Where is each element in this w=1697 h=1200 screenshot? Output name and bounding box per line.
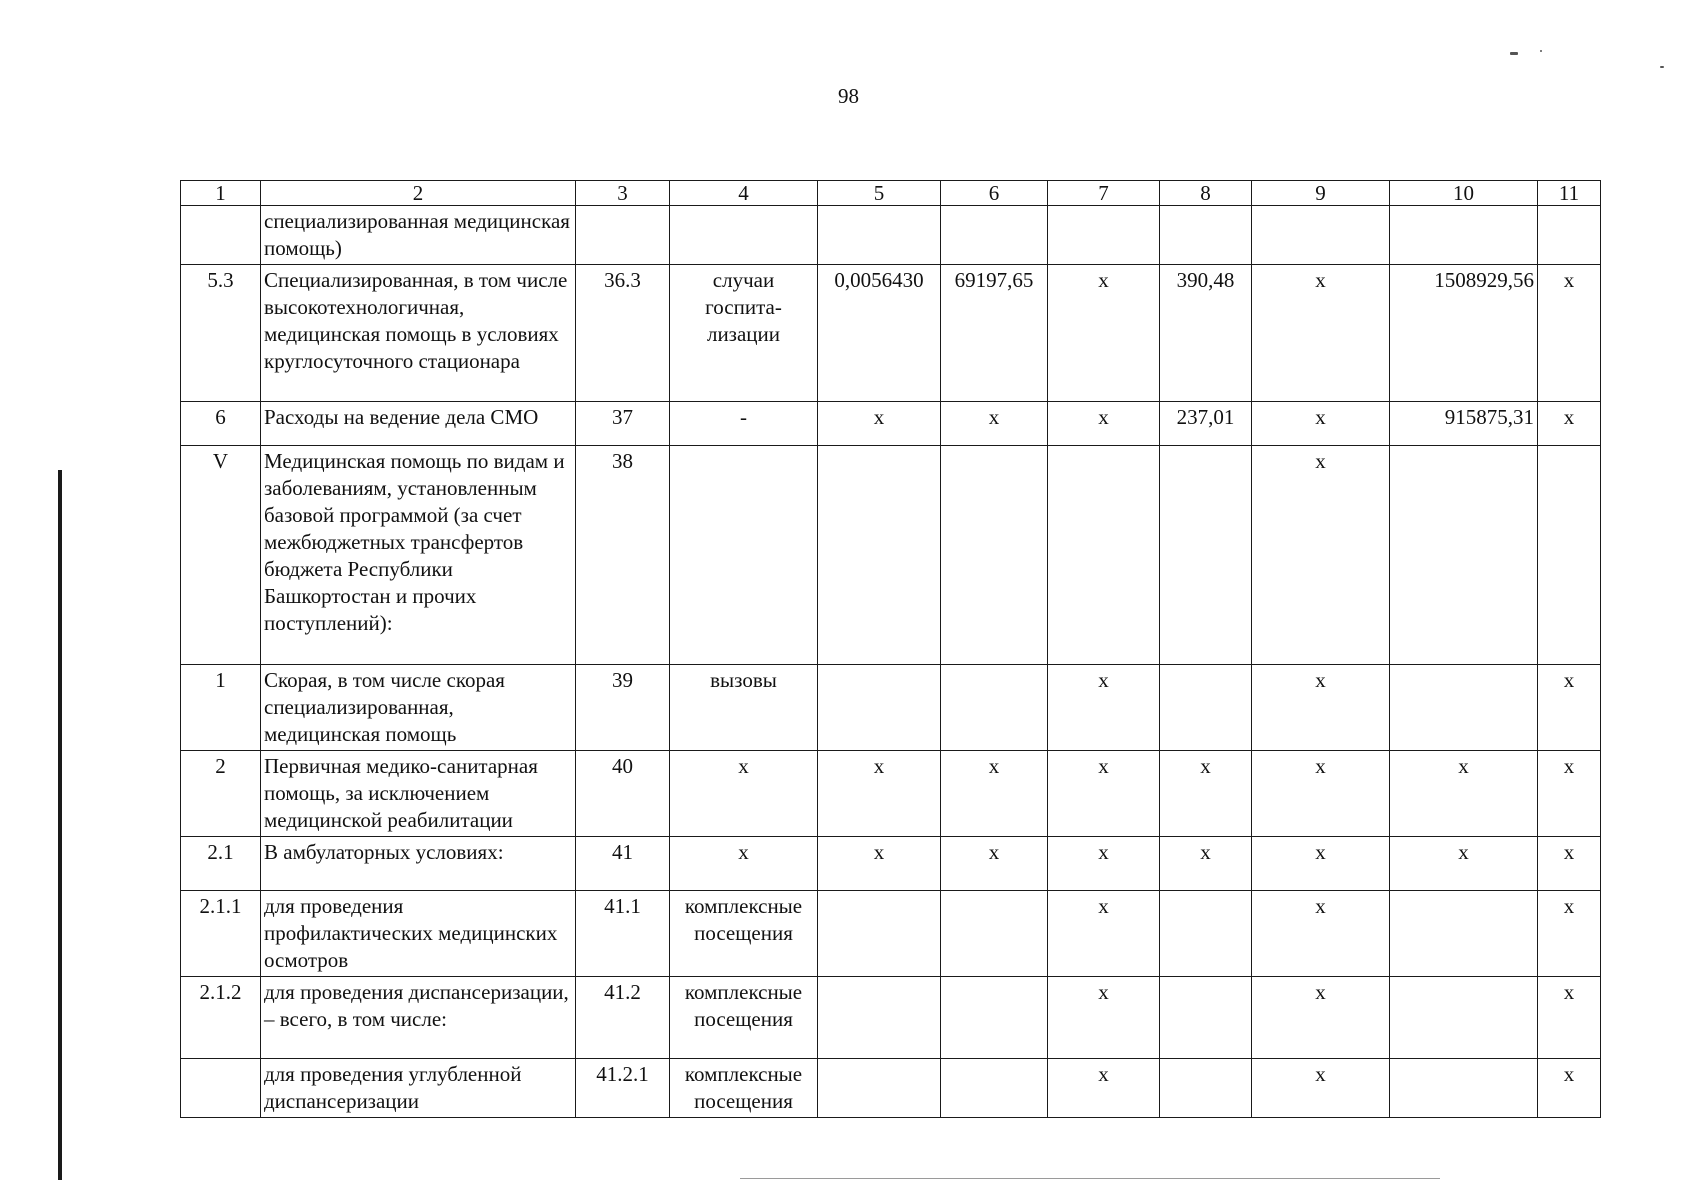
row-number: 6 bbox=[181, 402, 261, 446]
value-cell bbox=[818, 1059, 941, 1118]
value-cell bbox=[1390, 665, 1538, 751]
table-row bbox=[181, 977, 1601, 1059]
value-cell: х bbox=[818, 402, 941, 446]
value-cell bbox=[1048, 206, 1160, 265]
row-description: специализированная медицинская помощь) bbox=[261, 206, 576, 265]
value-cell: х bbox=[1160, 751, 1252, 837]
value-cell bbox=[1538, 206, 1601, 265]
row-description: для проведения профилактических медицинских осмотров bbox=[261, 891, 576, 977]
value-cell: х bbox=[1252, 891, 1390, 977]
column-header: 2 bbox=[261, 181, 576, 206]
value-cell: х bbox=[1252, 1059, 1390, 1118]
value-cell: х bbox=[1048, 891, 1160, 977]
column-header: 6 bbox=[941, 181, 1048, 206]
value-cell: 237,01 bbox=[1160, 402, 1252, 446]
value-cell: 0,0056430 bbox=[818, 265, 941, 402]
value-cell bbox=[818, 206, 941, 265]
value-cell: х bbox=[1252, 751, 1390, 837]
value-cell: х bbox=[1048, 265, 1160, 402]
column-header: 5 bbox=[818, 181, 941, 206]
column-number-row bbox=[181, 181, 1601, 206]
value-cell: х bbox=[1390, 837, 1538, 891]
scan-mark-left bbox=[58, 470, 62, 1180]
unit-cell: х bbox=[670, 751, 818, 837]
value-cell: х bbox=[1048, 402, 1160, 446]
value-cell bbox=[941, 977, 1048, 1059]
value-cell bbox=[1160, 977, 1252, 1059]
unit-cell: комплексные посещения bbox=[670, 891, 818, 977]
value-cell: х bbox=[1390, 751, 1538, 837]
value-cell bbox=[1160, 206, 1252, 265]
row-description: Специализированная, в том числе высокотехнологичная, медицинская помощь в условиях круглосуточного стационара bbox=[261, 265, 576, 402]
value-cell: х bbox=[941, 837, 1048, 891]
value-cell bbox=[1160, 665, 1252, 751]
value-cell bbox=[941, 665, 1048, 751]
column-header: 11 bbox=[1538, 181, 1601, 206]
value-cell: х bbox=[1252, 977, 1390, 1059]
unit-cell: случаи госпита-лизации bbox=[670, 265, 818, 402]
scan-speck bbox=[1660, 66, 1664, 68]
value-cell: х bbox=[1538, 837, 1601, 891]
value-cell: х bbox=[1538, 1059, 1601, 1118]
table-row bbox=[181, 1059, 1601, 1118]
row-description: В амбулаторных условиях: bbox=[261, 837, 576, 891]
row-code: 41.2 bbox=[576, 977, 670, 1059]
unit-cell bbox=[670, 206, 818, 265]
scan-line-bottom bbox=[740, 1178, 1440, 1179]
value-cell: х bbox=[1538, 402, 1601, 446]
unit-cell: х bbox=[670, 837, 818, 891]
value-cell: х bbox=[1048, 665, 1160, 751]
table-row bbox=[181, 265, 1601, 402]
value-cell bbox=[1538, 446, 1601, 665]
value-cell bbox=[1048, 446, 1160, 665]
value-cell: х bbox=[1538, 265, 1601, 402]
value-cell: 915875,31 bbox=[1390, 402, 1538, 446]
value-cell: х bbox=[1048, 751, 1160, 837]
value-cell: х bbox=[941, 402, 1048, 446]
value-cell: х bbox=[818, 751, 941, 837]
value-cell bbox=[1252, 206, 1390, 265]
value-cell: 1508929,56 bbox=[1390, 265, 1538, 402]
column-header: 7 bbox=[1048, 181, 1160, 206]
row-code: 37 bbox=[576, 402, 670, 446]
value-cell: х bbox=[818, 837, 941, 891]
value-cell bbox=[818, 665, 941, 751]
row-number: 2.1.1 bbox=[181, 891, 261, 977]
value-cell: х bbox=[1048, 837, 1160, 891]
value-cell bbox=[1390, 891, 1538, 977]
table-row bbox=[181, 446, 1601, 665]
unit-cell: - bbox=[670, 402, 818, 446]
table-row bbox=[181, 665, 1601, 751]
value-cell bbox=[1390, 446, 1538, 665]
value-cell bbox=[1160, 1059, 1252, 1118]
scan-speck bbox=[1540, 50, 1542, 52]
value-cell: х bbox=[1252, 265, 1390, 402]
row-code: 39 bbox=[576, 665, 670, 751]
column-header: 1 bbox=[181, 181, 261, 206]
value-cell bbox=[1390, 206, 1538, 265]
row-description: Медицинская помощь по видам и заболеваниям, установленным базовой программой (за счет межбюджетных трансфертов бюджета Республики Башкортостан и прочих поступлений): bbox=[261, 446, 576, 665]
row-number bbox=[181, 206, 261, 265]
table-row bbox=[181, 837, 1601, 891]
table-row bbox=[181, 206, 1601, 265]
row-number: 2.1.2 bbox=[181, 977, 261, 1059]
value-cell: х bbox=[1252, 837, 1390, 891]
row-code bbox=[576, 206, 670, 265]
value-cell: х bbox=[1048, 977, 1160, 1059]
value-cell: х bbox=[1538, 751, 1601, 837]
unit-cell: комплексные посещения bbox=[670, 977, 818, 1059]
value-cell bbox=[941, 1059, 1048, 1118]
column-header: 8 bbox=[1160, 181, 1252, 206]
value-cell bbox=[941, 206, 1048, 265]
table-row bbox=[181, 751, 1601, 837]
value-cell: х bbox=[1538, 665, 1601, 751]
value-cell bbox=[1390, 1059, 1538, 1118]
row-code: 36.3 bbox=[576, 265, 670, 402]
value-cell: х bbox=[1160, 837, 1252, 891]
row-number: V bbox=[181, 446, 261, 665]
value-cell bbox=[1160, 446, 1252, 665]
column-header: 10 bbox=[1390, 181, 1538, 206]
row-code: 40 bbox=[576, 751, 670, 837]
value-cell: х bbox=[1252, 446, 1390, 665]
value-cell: х bbox=[1252, 665, 1390, 751]
row-description: для проведения диспансеризации, – всего, в том числе: bbox=[261, 977, 576, 1059]
unit-cell bbox=[670, 446, 818, 665]
value-cell bbox=[818, 446, 941, 665]
row-number: 5.3 bbox=[181, 265, 261, 402]
value-cell bbox=[818, 977, 941, 1059]
value-cell bbox=[1390, 977, 1538, 1059]
row-description: Скорая, в том числе скорая специализированная, медицинская помощь bbox=[261, 665, 576, 751]
row-number: 2.1 bbox=[181, 837, 261, 891]
table-row bbox=[181, 402, 1601, 446]
table-row bbox=[181, 891, 1601, 977]
row-description: для проведения углубленной диспансеризации bbox=[261, 1059, 576, 1118]
value-cell: х bbox=[1048, 1059, 1160, 1118]
row-number bbox=[181, 1059, 261, 1118]
column-header: 9 bbox=[1252, 181, 1390, 206]
row-code: 41 bbox=[576, 837, 670, 891]
data-table bbox=[180, 180, 1601, 1118]
row-code: 41.1 bbox=[576, 891, 670, 977]
value-cell: х bbox=[941, 751, 1048, 837]
value-cell: х bbox=[1538, 891, 1601, 977]
value-cell: х bbox=[1538, 977, 1601, 1059]
value-cell: 69197,65 bbox=[941, 265, 1048, 402]
value-cell: 390,48 bbox=[1160, 265, 1252, 402]
row-number: 1 bbox=[181, 665, 261, 751]
column-header: 3 bbox=[576, 181, 670, 206]
value-cell bbox=[941, 446, 1048, 665]
value-cell: х bbox=[1252, 402, 1390, 446]
row-description: Первичная медико-санитарная помощь, за исключением медицинской реабилитации bbox=[261, 751, 576, 837]
row-number: 2 bbox=[181, 751, 261, 837]
unit-cell: вызовы bbox=[670, 665, 818, 751]
unit-cell: комплексные посещения bbox=[670, 1059, 818, 1118]
row-code: 41.2.1 bbox=[576, 1059, 670, 1118]
page-number: 98 bbox=[838, 84, 859, 108]
row-description: Расходы на ведение дела СМО bbox=[261, 402, 576, 446]
row-code: 38 bbox=[576, 446, 670, 665]
scan-speck bbox=[1510, 52, 1518, 55]
value-cell bbox=[941, 891, 1048, 977]
value-cell bbox=[1160, 891, 1252, 977]
value-cell bbox=[818, 891, 941, 977]
column-header: 4 bbox=[670, 181, 818, 206]
